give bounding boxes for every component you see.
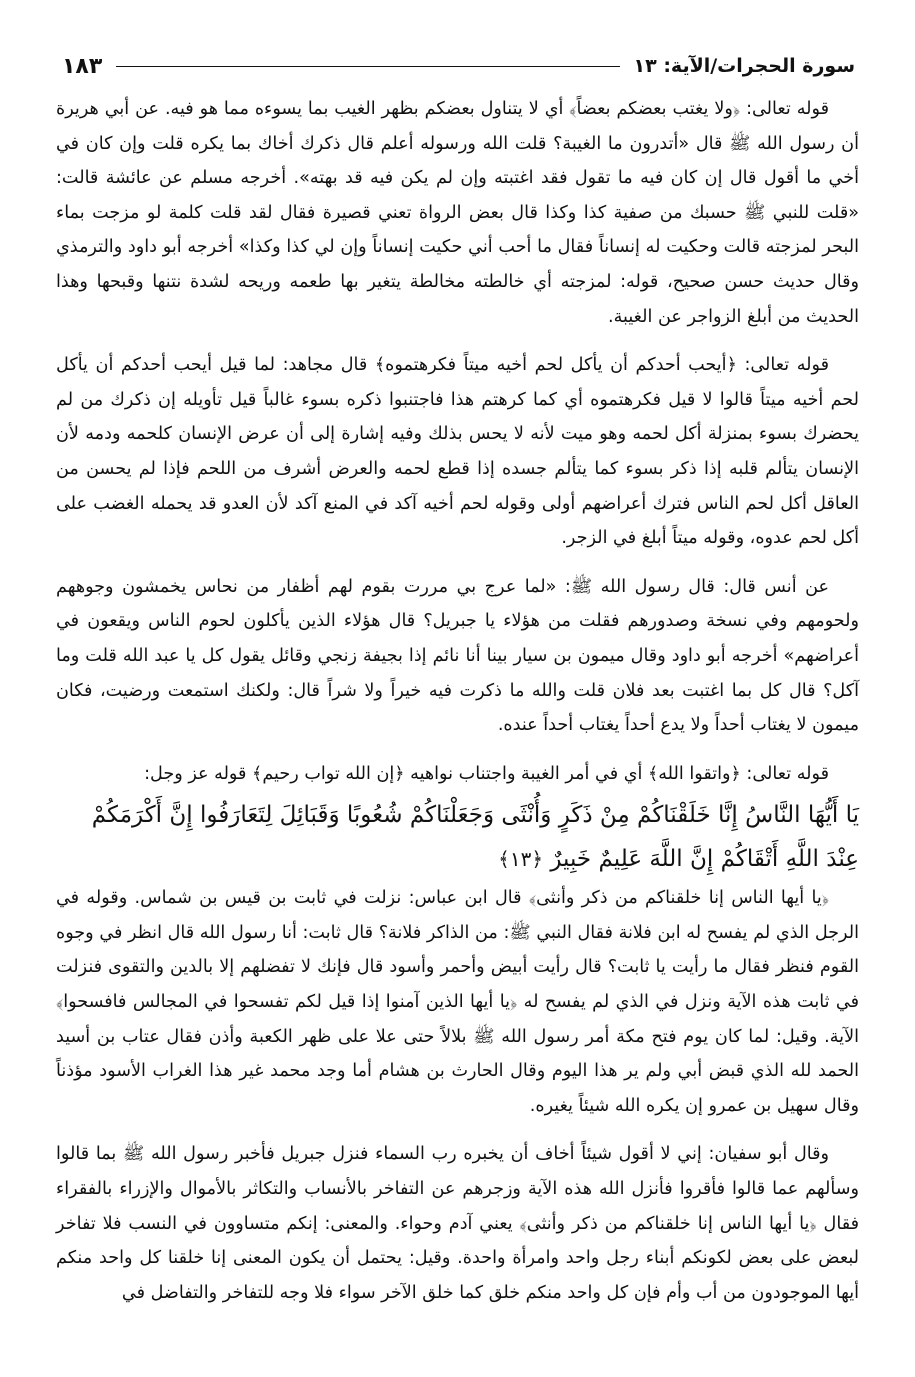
running-title: سورة الحجرات/الآية: ١٣ <box>633 55 855 77</box>
page-number: ١٨٣ <box>62 53 103 79</box>
ayah-number-marker: ﴿١٣﴾ <box>498 847 544 872</box>
paragraph-eating-flesh: قوله تعالى: ﴿أيحب أحدكم أن يأكل لحم أخيه ميتاً فكرهتموه﴾ قال مجاهد: لما قيل أيحب أحدكم أن يأكل لحم أخيه ميتاً قالوا لا قيل فكرهتموه أي كما كرهتم هذا فاجتنبوا ذكره بسوء غالباً قيل تأويله إن ذكرك من لم يحضرك بسوء بمنزلة أكل لحمه وهو ميت لأنه لا يحس بذلك وفيه إشارة إلى أن عرض الإنسان كلحمه ودمه لأن الإنسان يتألم قلبه إذا ذكر بسوء كما يتألم جسده إذا قطع لحمه والعرض أشرف من اللحم فإذا لم يحسن من العاقل أكل لحم الناس فترك أعراضهم أولى وقوله لحم أخيه آكد في المنع آكد لأن العدو قد يحمله الغضب على أكل لحم عدوه، وقوله ميتاً أبلغ في الزجر. <box>56 355 859 549</box>
paragraph-backbiting-hadith: قوله تعالى: ﴿ولا يغتب بعضكم بعضاً﴾ أي لا يتناول بعضكم بظهر الغيب بما يسوءه مما هو فيه. عن أبي هريرة أن رسول الله ﷺ قال «أتدرون ما الغيبة؟ قلت الله ورسوله أعلم قال ذكرك أخاك بما يكره قلت وإن كان في أخي ما أقول قال إن كان فيه ما تقول فقد اغتبته وإن لم يكن فيه قد بهته». أخرجه مسلم عن عائشة قالت: «قلت للنبي ﷺ حسبك من صفية كذا وكذا قال بعض الرواة تعني قصيرة فقال لقد قلت كلمة لو مزجت بماء البحر لمزجته قالت وحكيت له إنساناً فقال ما أحب أني حكيت إنساناً وإن لي كذا وكذا» أخرجه أبو داود والترمذي وقال حديث حسن صحيح، قوله: لمزجته أي خالطته مخالطة يتغير بها طعمه وريحه لشدة نتنها وقبحها وهذا الحديث من أبلغ الزواجر عن الغيبة. <box>56 99 859 327</box>
paragraph-revelation-cause: ﴿يا أيها الناس إنا خلقناكم من ذكر وأنثى﴾ قال ابن عباس: نزلت في ثابت بن قيس بن شماس. وقوله في الرجل الذي لم يفسح له ابن فلانة فقال النبي ﷺ: من الذاكر فلانة؟ قال ثابت: أنا رسول الله قال انظر في وجوه القوم فنظر فقال ما رأيت يا ثابت؟ قال رأيت أبيض وأحمر وأسود قال فإنك لا تفضلهم إلا بالدين والتقوى فنزلت في ثابت هذه الآية ونزل في الذي لم يفسح له ﴿يا أيها الذين آمنوا إذا قيل لكم تفسحوا في المجالس فافسحوا﴾ الآية. وقيل: لما كان يوم فتح مكة أمر رسول الله ﷺ بلالاً حتى علا على ظهر الكعبة وأذن فقال عتاب بن أسيد الحمد لله الذي قبض أبي ولم ير هذا اليوم وقال الحارث بن هشام أما وجد محمد غير هذا الغراب الأسود مؤذناً وقال سهيل بن عمرو إن يكره الله شيئاً يغيره. <box>56 888 859 1116</box>
paragraph-fear-allah: قوله تعالى: ﴿واتقوا الله﴾ أي في أمر الغيبة واجتناب نواهيه ﴿إن الله تواب رحيم﴾ قوله عز وجل: <box>144 763 829 784</box>
verse-text: يَا أَيُّهَا النَّاسُ إِنَّا خَلَقْنَاكُمْ مِنْ ذَكَرٍ وَأُنْثَى وَجَعَلْنَاكُمْ شُعُوبًا وَقَبَائِلَ لِتَعَارَفُوا إِنَّ أَكْرَمَكُمْ عِنْدَ اللَّهِ أَتْقَاكُمْ إِنَّ اللَّهَ عَلِيمٌ خَبِيرٌ <box>91 802 859 873</box>
paragraph-abu-sufyan: وقال أبو سفيان: إني لا أقول شيئاً أخاف أن يخبره رب السماء فنزل جبريل فأخبر رسول الله ﷺ بما قالوا وسألهم عما قالوا فأقروا فأنزل الله هذه الآية وزجرهم عن التفاخر بالأنساب والتكاثر بالأموال والإزراء بالفقراء فقال ﴿يا أيها الناس إنا خلقناكم من ذكر وأنثى﴾ يعني آدم وحواء. والمعنى: إنكم متساوون في النسب فلا تفاخر لبعض على بعض لكونكم أبناء رجل واحد وامرأة واحدة. وقيل: يحتمل أن يكون المعنى إنا خلقنا كل واحد منكم أيها الموجودون من أب وأم فإن كل واحد منكم خلق كما خلق الآخر سواء فلا وجه للتفاخر والتفاضل في <box>56 1144 859 1303</box>
page-body <box>56 92 859 1310</box>
paragraph-anas-narration: عن أنس قال: قال رسول الله ﷺ: «لما عرج بي مررت بقوم لهم أظفار من نحاس يخمشون وجوههم ولحومهم وفي نسخة وصدورهم فقلت من هؤلاء يا جبريل؟ قال هؤلاء الذين يأكلون لحوم الناس ويقعون في أعراضهم» أخرجه أبو داود وقال ميمون بن سيار بينا أنا نائم إذا بجيفة زنجي وقائل يقول كل يا عبد الله قلت وما آكل؟ قال كل بما اغتبت بعد فلان قلت والله ما ذكرت فيه خيراً ولا شراً قال: ولكنك استمعت ورضيت، فكان ميمون لا يغتاب أحداً ولا يدع أحداً يغتاب أحداً عنده. <box>56 576 859 736</box>
header-rule <box>116 66 619 67</box>
quran-verse <box>56 793 859 881</box>
page-header <box>62 46 855 86</box>
